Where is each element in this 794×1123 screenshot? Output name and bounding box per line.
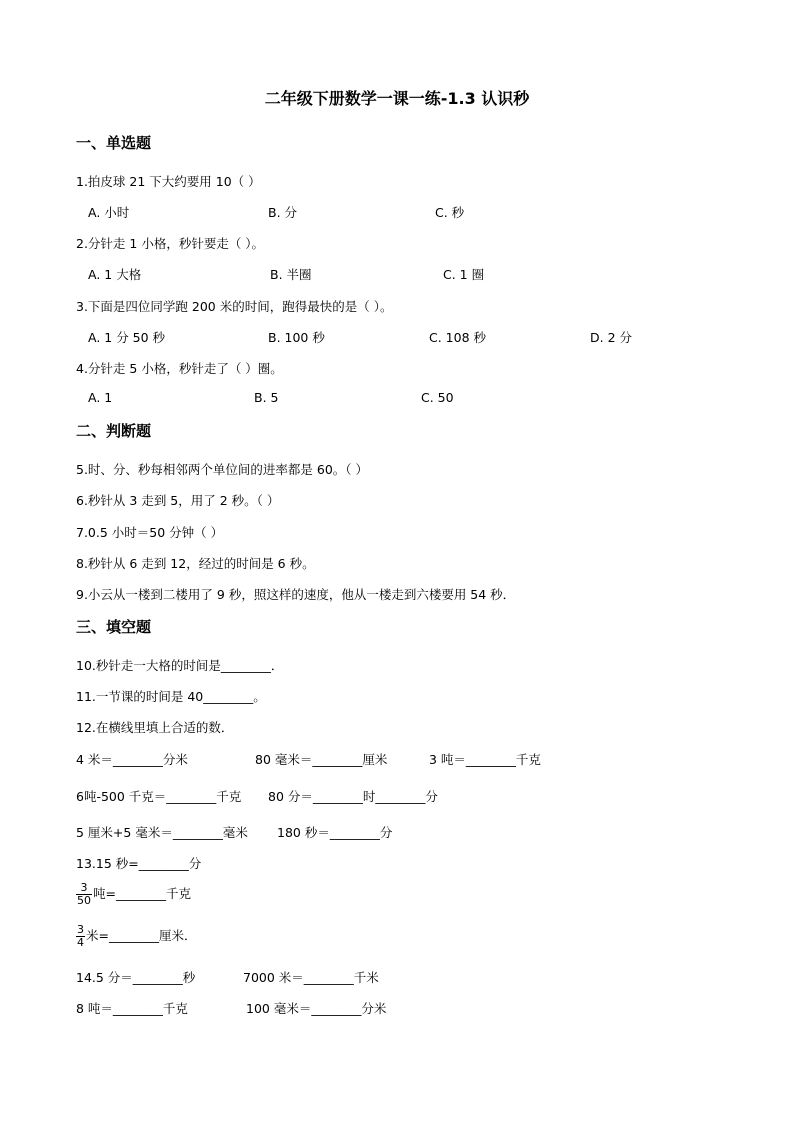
q12-line1-b: 80 毫米＝________厘米 <box>255 752 388 767</box>
q3-option-a: A. 1 分 50 秒 <box>88 330 166 345</box>
q12-line3-a: 5 厘米+5 毫米＝________毫米 <box>76 825 248 840</box>
question-11: 11.一节课的时间是 40________。 <box>76 689 266 704</box>
q1-option-c: C. 秒 <box>435 205 465 220</box>
q12-line1-c: 3 吨＝________千克 <box>429 752 541 767</box>
fraction: $\frac{3}{4}$ <box>77 923 84 949</box>
q12-line3-b: 180 秒＝________分 <box>277 825 393 840</box>
question-5: 5.时、分、秒每相邻两个单位间的进率都是 60。（ ） <box>76 462 369 477</box>
q4-option-a: A. 1 <box>88 390 113 405</box>
q3-option-c: C. 108 秒 <box>429 330 487 345</box>
question-8: 8.秒针从 6 走到 12，经过的时间是 6 秒。 <box>76 556 315 571</box>
q2-option-a: A. 1 大格 <box>88 267 142 282</box>
question-6: 6.秒针从 3 走到 5，用了 2 秒。（ ） <box>76 493 280 508</box>
fraction: $\frac{3}{50}$ <box>77 881 91 907</box>
q13-fraction-line-1: $\frac{3}{50}$ 吨=________千克 <box>77 881 191 907</box>
question-14-d: 100 毫米＝________分米 <box>246 1001 387 1016</box>
section-heading-fill-blank: 三、填空题 <box>76 618 152 636</box>
q4-option-c: C. 50 <box>421 390 454 405</box>
q12-line1-a: 4 米＝________分米 <box>76 752 188 767</box>
q1-option-b: B. 分 <box>268 205 298 220</box>
question-14-a: 14.5 分＝________秒 <box>76 970 196 985</box>
q4-option-b: B. 5 <box>254 390 279 405</box>
question-12: 12.在横线里填上合适的数． <box>76 720 234 735</box>
question-9: 9.小云从一楼到二楼用了 9 秒，照这样的速度，他从一楼走到六楼要用 54 秒． <box>76 587 516 602</box>
section-heading-true-false: 二、判断题 <box>76 422 152 440</box>
section-heading-single-choice: 一、单选题 <box>76 134 152 152</box>
question-14-b: 7000 米＝________千米 <box>243 970 379 985</box>
question-14-c: 8 吨＝________千克 <box>76 1001 188 1016</box>
q12-line2-a: 6吨-500 千克＝________千克 <box>76 789 242 804</box>
question-7: 7.0.5 小时＝50 分钟（ ） <box>76 525 224 540</box>
q3-option-b: B. 100 秒 <box>268 330 325 345</box>
question-10: 10.秒针走一大格的时间是________． <box>76 658 284 673</box>
q13-fraction-line-2: $\frac{3}{4}$ 米=________厘米． <box>77 923 197 949</box>
question-3: 3.下面是四位同学跑 200 米的时间，跑得最快的是（ ）。 <box>76 299 393 314</box>
q3-option-d: D. 2 分 <box>590 330 632 345</box>
q2-option-b: B. 半圈 <box>270 267 312 282</box>
page-title: 二年级下册数学一课一练-1.3 认识秒 <box>264 89 530 108</box>
question-4: 4.分针走 5 小格，秒针走了（ ）圈。 <box>76 361 283 376</box>
q12-line2-b: 80 分＝________时________分 <box>268 789 438 804</box>
question-13: 13.15 秒=________分 <box>76 856 202 871</box>
q2-option-c: C. 1 圈 <box>443 267 485 282</box>
question-2: 2.分针走 1 小格，秒针要走（ ）。 <box>76 236 265 251</box>
question-1: 1.拍皮球 21 下大约要用 10（ ） <box>76 174 261 189</box>
q1-option-a: A. 小时 <box>88 205 130 220</box>
